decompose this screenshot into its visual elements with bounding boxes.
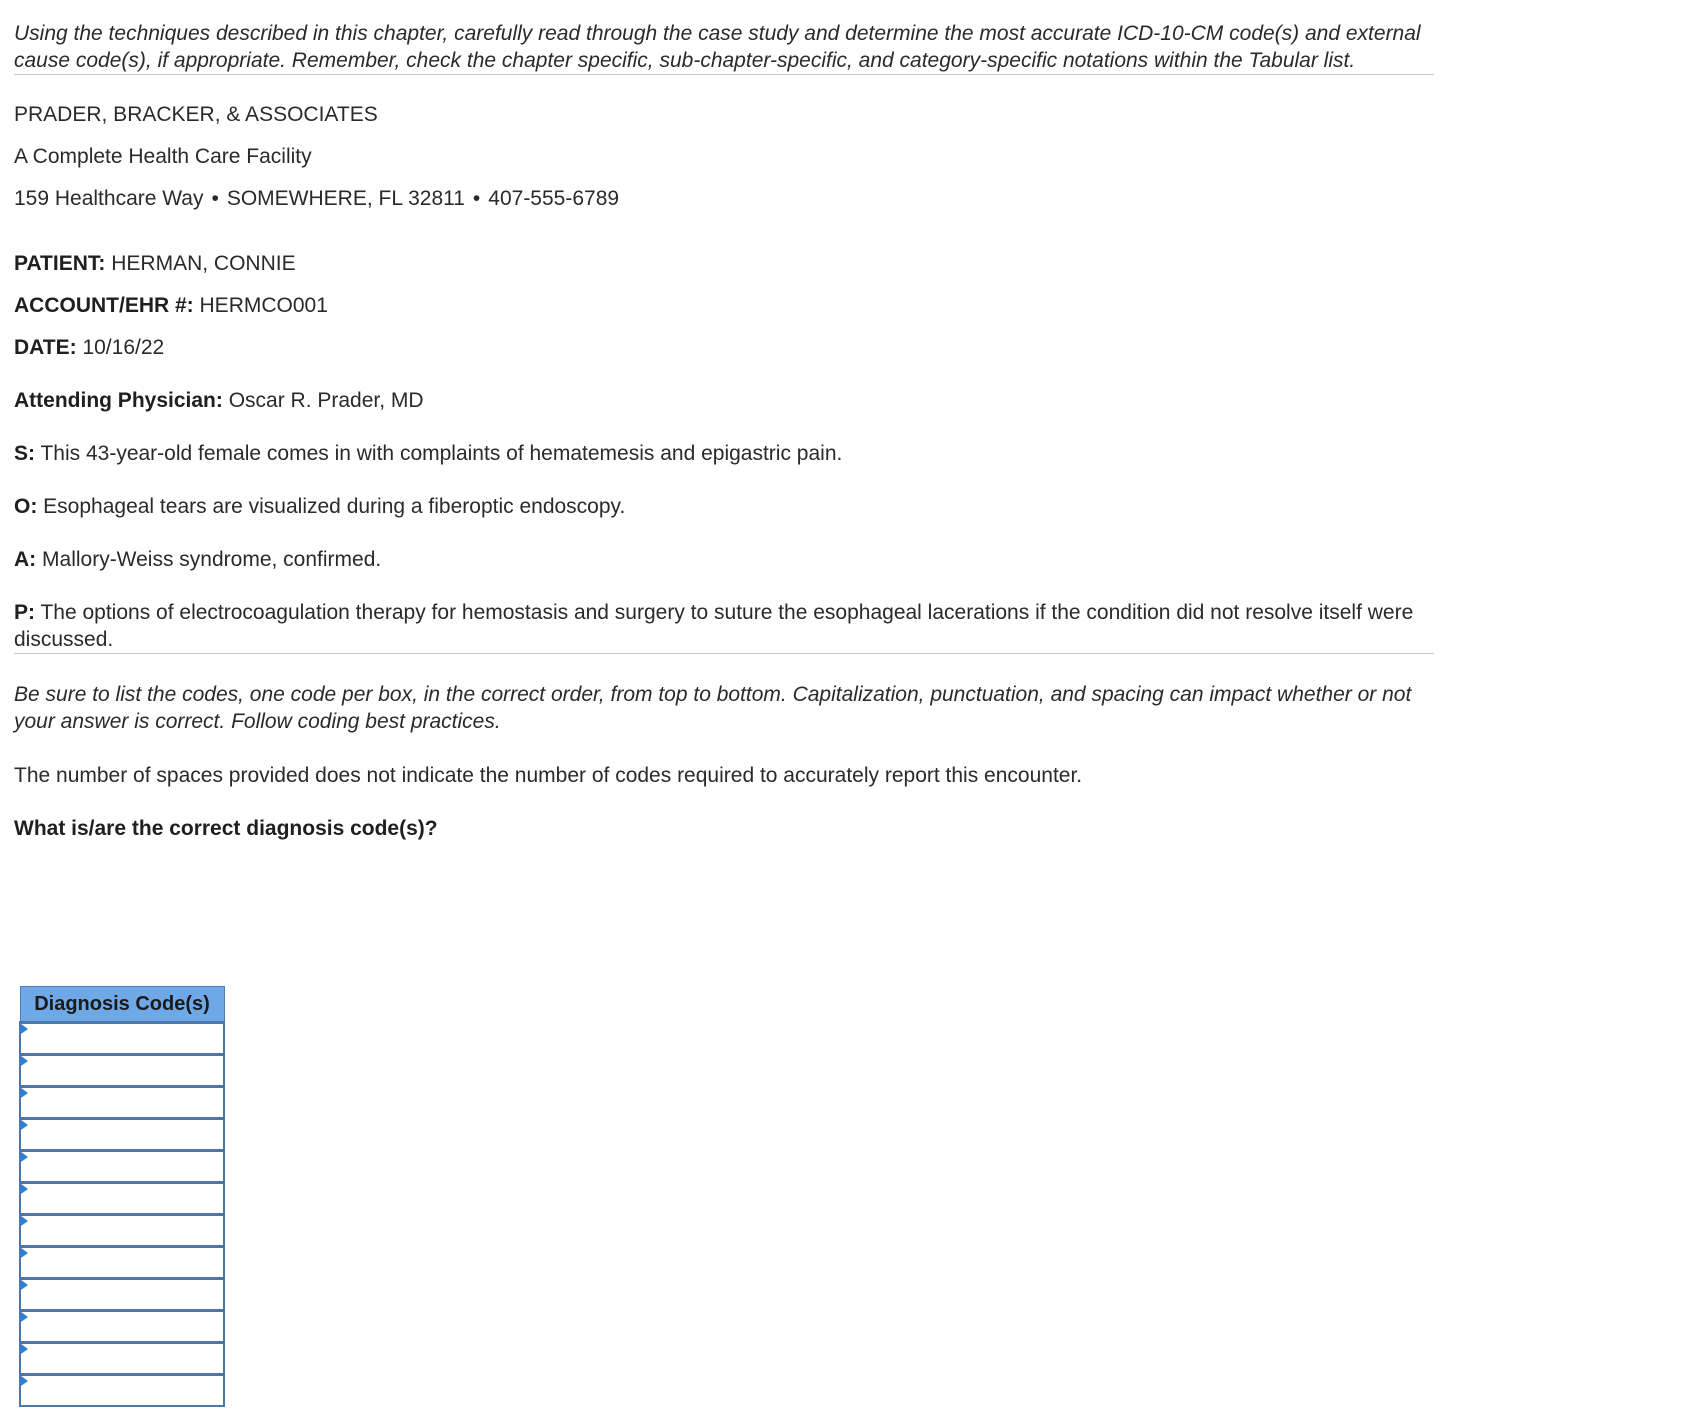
diagnosis-code-input-1[interactable] [21, 1024, 223, 1053]
diagnosis-code-input-7[interactable] [21, 1216, 223, 1245]
plan-text: The options of electrocoagulation therapy for hemostasis and surgery to suture the esophageal lacerations if the condition did not resolve itself were discussed. [14, 601, 1414, 651]
facility-address [14, 185, 1434, 212]
subjective-label: S: [14, 442, 35, 465]
diagnosis-code-input-9[interactable] [21, 1280, 223, 1309]
facility-street: 159 Healthcare Way [14, 187, 204, 210]
soap-plan [14, 599, 1434, 653]
table-row [20, 1119, 224, 1151]
ordering-note: Be sure to list the codes, one code per box, in the correct order, from top to bottom. Capitalization, punctuation, and spacing can impact whether or not your answer is correct. Follow coding best practices. [14, 683, 1412, 733]
row-marker-icon [21, 1024, 28, 1034]
objective-label: O: [14, 495, 38, 518]
code-cell[interactable] [20, 1119, 224, 1151]
spaces-note: The number of spaces provided does not indicate the number of codes required to accurately report this encounter. [14, 764, 1083, 787]
row-marker-icon [21, 1344, 28, 1354]
row-marker-icon [21, 1184, 28, 1194]
divider-bottom [14, 653, 1434, 654]
diagnosis-code-input-6[interactable] [21, 1184, 223, 1213]
physician-line [14, 387, 1434, 414]
row-marker-icon [21, 1088, 28, 1098]
diagnosis-code-input-12[interactable] [21, 1376, 223, 1405]
row-marker-icon [21, 1216, 28, 1226]
address-separator: • [211, 187, 219, 210]
question-text: What is/are the correct diagnosis code(s)? [14, 817, 438, 840]
facility-city: SOMEWHERE, FL 32811 [226, 187, 465, 210]
row-marker-icon [21, 1312, 28, 1322]
code-cell[interactable] [20, 1343, 224, 1375]
date-value: 10/16/22 [82, 336, 165, 359]
row-marker-icon [21, 1056, 28, 1066]
row-marker-icon [21, 1376, 28, 1386]
diagnosis-code-input-5[interactable] [21, 1152, 223, 1181]
code-cell[interactable] [20, 1151, 224, 1183]
diagnosis-code-input-10[interactable] [21, 1312, 223, 1341]
code-cell[interactable] [20, 1279, 224, 1311]
date-label: DATE: [14, 336, 77, 359]
case-study-content [14, 0, 1434, 863]
soap-objective [14, 493, 1434, 520]
diagnosis-code-input-4[interactable] [21, 1120, 223, 1149]
table-row [20, 1055, 224, 1087]
facility-tagline: A Complete Health Care Facility [14, 145, 312, 168]
table-row [20, 1247, 224, 1279]
soap-subjective [14, 440, 1434, 467]
patient-line [14, 250, 1434, 277]
subjective-text: This 43-year-old female comes in with complaints of hematemesis and epigastric pain. [40, 442, 843, 465]
row-marker-icon [21, 1152, 28, 1162]
account-line [14, 292, 1434, 319]
table-row [20, 1375, 224, 1407]
facility-name: PRADER, BRACKER, & ASSOCIATES [14, 103, 378, 126]
diagnosis-code-input-8[interactable] [21, 1248, 223, 1277]
diagnosis-code-table [19, 986, 225, 1407]
account-value: HERMCO001 [199, 294, 328, 317]
address-separator-2: • [472, 187, 481, 210]
table-row [20, 1183, 224, 1215]
patient-label: PATIENT: [14, 252, 106, 275]
row-marker-icon [21, 1120, 28, 1130]
plan-label: P: [14, 601, 35, 624]
facility-phone: 407-555-6789 [488, 187, 620, 210]
physician-label: Attending Physician: [14, 389, 223, 412]
table-header-row [20, 987, 224, 1023]
code-cell[interactable] [20, 1375, 224, 1407]
physician-value: Oscar R. Prader, MD [228, 389, 424, 412]
facility-header [14, 101, 1434, 212]
date-line [14, 334, 1434, 361]
instructions-text: Using the techniques described in this chapter, carefully read through the case study and determine the most accurate ICD-10-CM code(s) and external cause code(s), if appropriate. Remember, check the chapter specific, sub-chapter-specific, and category-specific notations within the Tabular list. [14, 22, 1421, 72]
patient-value: HERMAN, CONNIE [111, 252, 296, 275]
row-marker-icon [21, 1248, 28, 1258]
assessment-text: Mallory-Weiss syndrome, confirmed. [42, 548, 382, 571]
table-row [20, 1087, 224, 1119]
table-row [20, 1343, 224, 1375]
divider-top [14, 74, 1434, 75]
code-cell[interactable] [20, 1183, 224, 1215]
table-row [20, 1151, 224, 1183]
assessment-label: A: [14, 548, 37, 571]
table-row [20, 1215, 224, 1247]
diagnosis-code-header: Diagnosis Code(s) [20, 987, 224, 1023]
code-cell[interactable] [20, 1247, 224, 1279]
table-row [20, 1023, 224, 1055]
code-cell[interactable] [20, 1087, 224, 1119]
patient-info [14, 250, 1434, 361]
table-row [20, 1279, 224, 1311]
code-cell[interactable] [20, 1023, 224, 1055]
diagnosis-code-input-3[interactable] [21, 1088, 223, 1117]
code-cell[interactable] [20, 1215, 224, 1247]
diagnosis-code-input-11[interactable] [21, 1344, 223, 1373]
code-cell[interactable] [20, 1055, 224, 1087]
code-cell[interactable] [20, 1311, 224, 1343]
objective-text: Esophageal tears are visualized during a fiberoptic endoscopy. [43, 495, 626, 518]
row-marker-icon [21, 1280, 28, 1290]
diagnosis-code-input-2[interactable] [21, 1056, 223, 1085]
account-label: ACCOUNT/EHR #: [14, 294, 194, 317]
table-row [20, 1311, 224, 1343]
soap-assessment [14, 546, 1434, 573]
